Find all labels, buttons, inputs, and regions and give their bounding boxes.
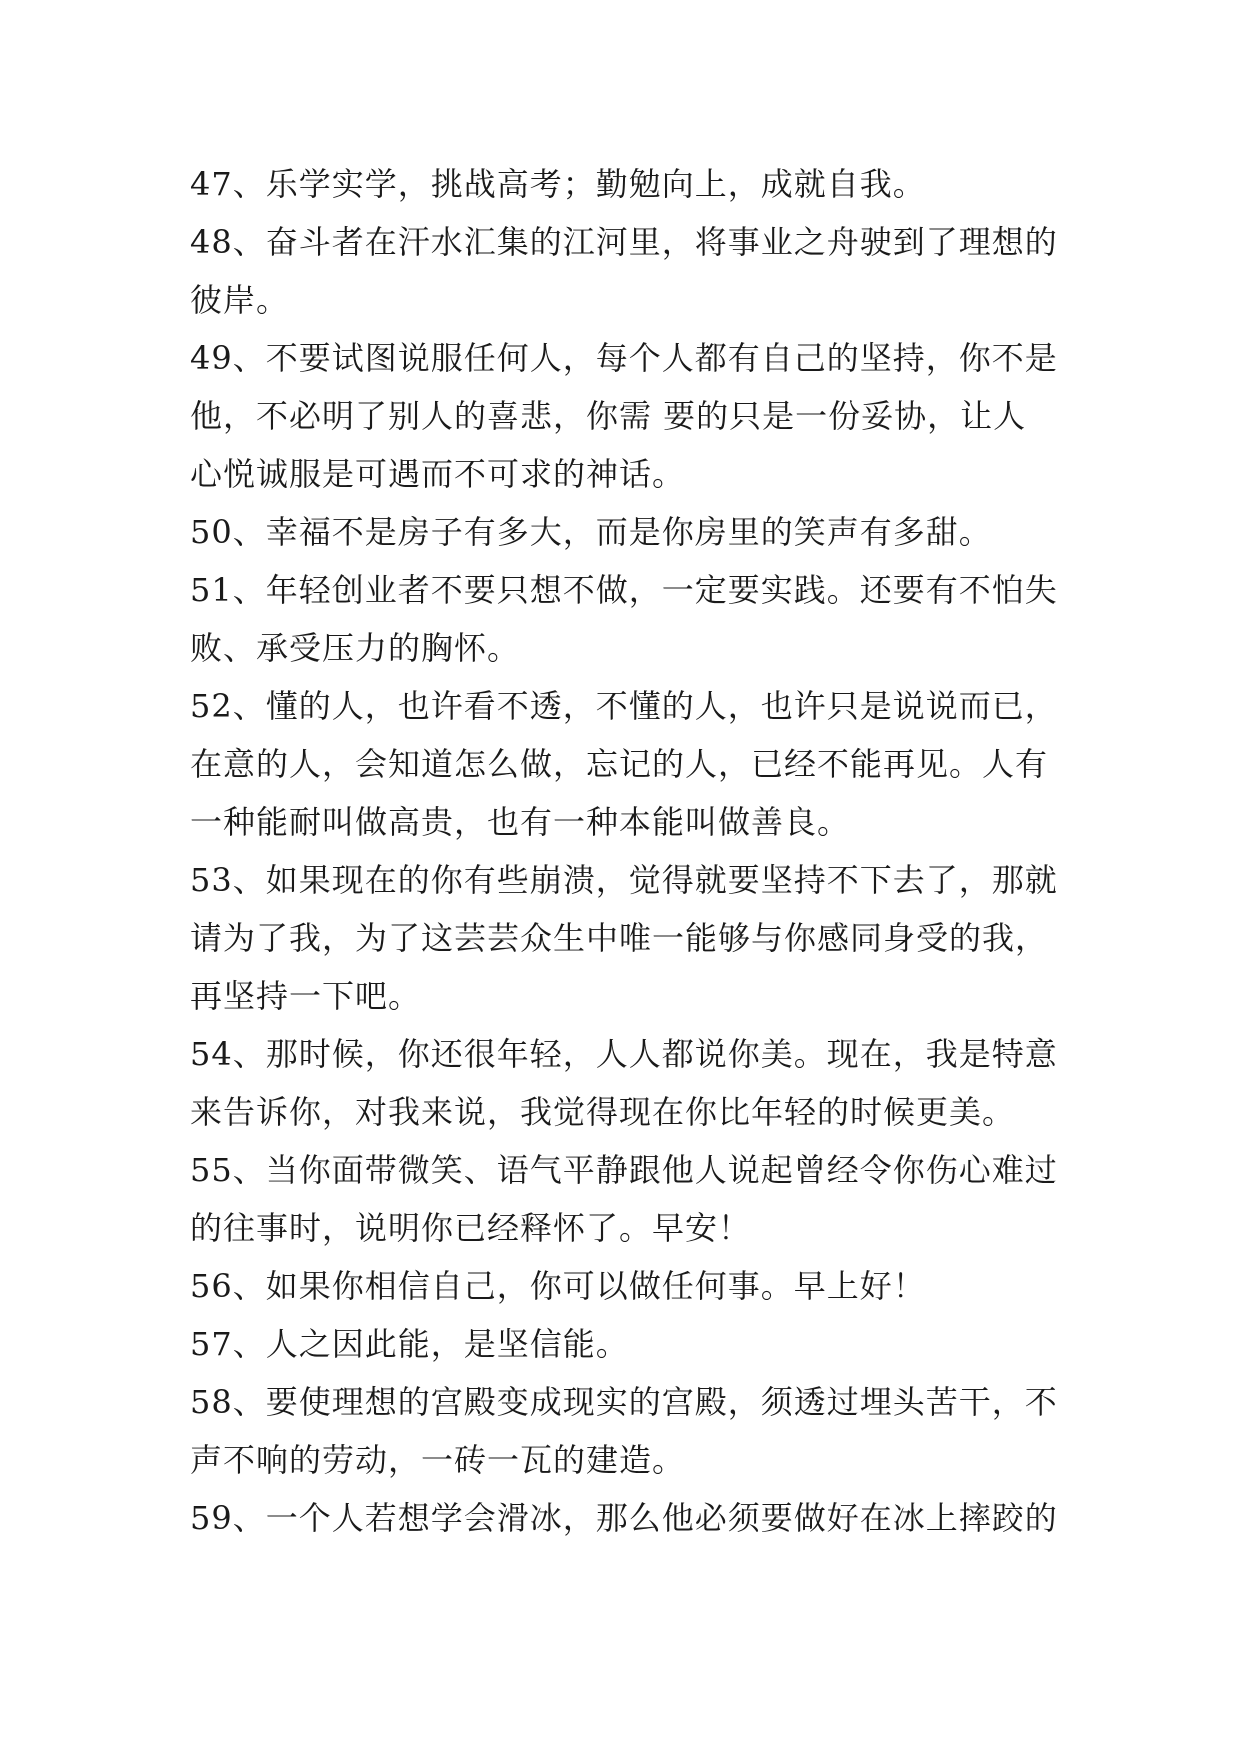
text-line: 请为了我，为了这芸芸众生中唯一能够与你感同身受的我， (190, 919, 1049, 957)
text-line: 57、人之因此能，是坚信能。 (190, 1325, 629, 1363)
text-line: 58、要使理想的宫殿变成现实的宫殿，须透过埋头苦干，不 (190, 1383, 1058, 1421)
text-line: 55、当你面带微笑、语气平静跟他人说起曾经令你伤心难过 (190, 1151, 1058, 1189)
text-line: 他，不必明了别人的喜悲，你需 要的只是一份妥协，让人 (190, 397, 1027, 435)
text-line: 心悦诚服是可遇而不可求的神话。 (190, 455, 686, 493)
text-line: 52、懂的人，也许看不透，不懂的人，也许只是说说而已， (190, 687, 1058, 725)
text-line: 败、承受压力的胸怀。 (190, 629, 521, 667)
text-line: 在意的人，会知道怎么做，忘记的人，已经不能再见。人有 (190, 745, 1049, 783)
text-line: 56、如果你相信自己，你可以做任何事。早上好！ (190, 1267, 926, 1305)
text-line: 51、年轻创业者不要只想不做，一定要实践。还要有不怕失 (190, 571, 1058, 609)
text-line: 49、不要试图说服任何人，每个人都有自己的坚持，你不是 (190, 339, 1058, 377)
text-line: 53、如果现在的你有些崩溃，觉得就要坚持不下去了，那就 (190, 861, 1058, 899)
text-line: 48、奋斗者在汗水汇集的江河里，将事业之舟驶到了理想的 (190, 223, 1058, 261)
document-body (190, 155, 1060, 1547)
text-line: 59、一个人若想学会滑冰，那么他必须要做好在冰上摔跤的 (190, 1499, 1058, 1537)
text-line: 47、乐学实学，挑战高考；勤勉向上，成就自我。 (190, 165, 926, 203)
text-line: 来告诉你，对我来说，我觉得现在你比年轻的时候更美。 (190, 1093, 1016, 1131)
text-line: 54、那时候，你还很年轻，人人都说你美。现在，我是特意 (190, 1035, 1058, 1073)
text-line: 一种能耐叫做高贵，也有一种本能叫做善良。 (190, 803, 851, 841)
text-line: 彼岸。 (190, 281, 290, 319)
text-line: 50、幸福不是房子有多大，而是你房里的笑声有多甜。 (190, 513, 992, 551)
text-line: 的往事时，说明你已经释怀了。早安！ (190, 1209, 752, 1247)
text-line: 再坚持一下吧。 (190, 977, 422, 1015)
text-line: 声不响的劳动，一砖一瓦的建造。 (190, 1441, 686, 1479)
